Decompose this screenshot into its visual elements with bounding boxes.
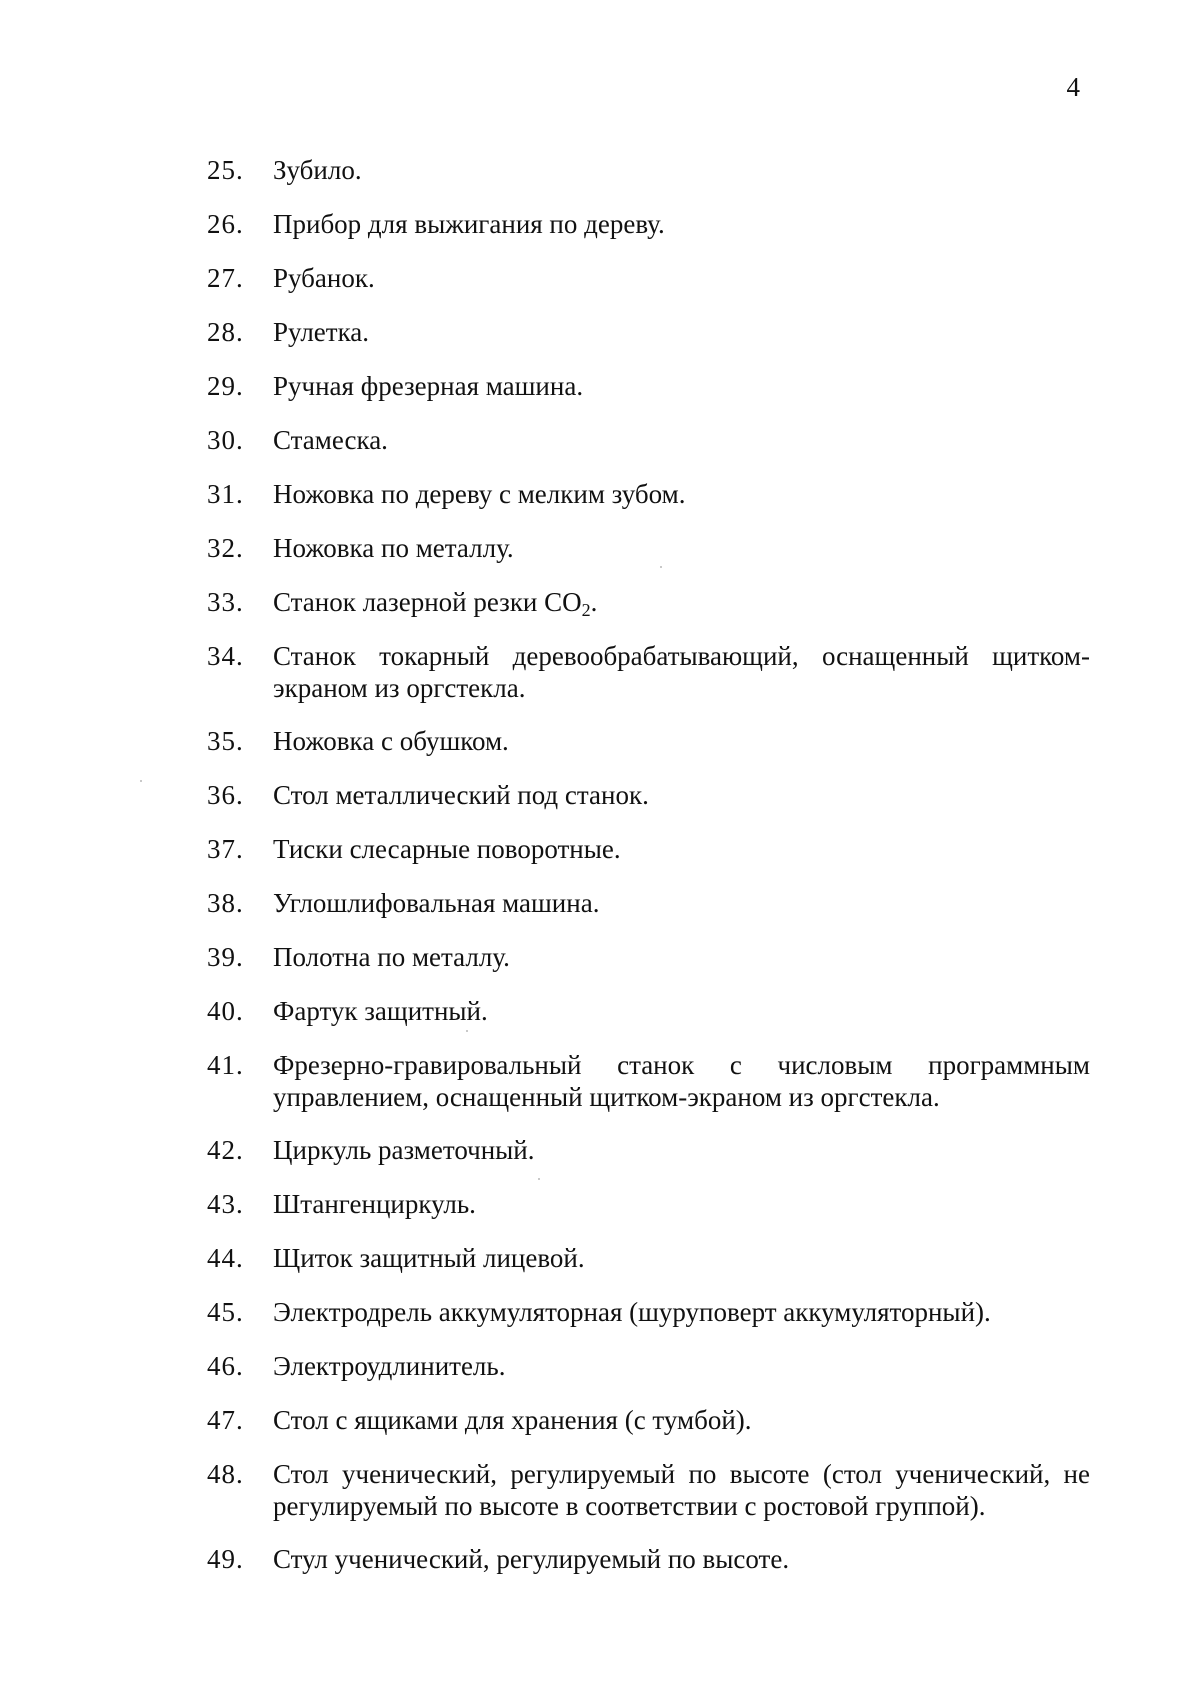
scan-speck bbox=[660, 566, 662, 568]
scan-speck bbox=[466, 1030, 468, 1032]
item-text: Стол металлический под станок. bbox=[273, 780, 649, 810]
list-item bbox=[0, 154, 1200, 187]
list-item bbox=[0, 1404, 1200, 1437]
item-text: Рубанок. bbox=[273, 263, 375, 293]
item-number: 42. bbox=[207, 1135, 244, 1165]
scan-speck bbox=[538, 1178, 540, 1180]
page-number: 4 bbox=[1066, 72, 1080, 102]
item-number: 28. bbox=[207, 317, 244, 347]
item-text: Ножовка с обушком. bbox=[273, 726, 509, 756]
item-number: 41. bbox=[207, 1050, 244, 1080]
list-item bbox=[0, 1049, 1200, 1113]
item-number: 35. bbox=[207, 726, 244, 756]
list-item bbox=[0, 316, 1200, 349]
item-text: Стамеска. bbox=[273, 425, 388, 455]
item-number: 31. bbox=[207, 479, 244, 509]
subscript-2: 2 bbox=[581, 600, 591, 620]
item-text: Станок токарный деревообрабатывающий, оснащенный щитком-экраном из оргстекла. bbox=[273, 641, 1090, 703]
item-text: Циркуль разметочный. bbox=[273, 1135, 535, 1165]
item-text: Углошлифовальная машина. bbox=[273, 888, 600, 918]
list-item bbox=[0, 1188, 1200, 1221]
item-number: 27. bbox=[207, 263, 244, 293]
item-number: 44. bbox=[207, 1243, 244, 1273]
item-text: Электродрель аккумуляторная (шуруповерт аккумуляторный). bbox=[273, 1297, 991, 1327]
scan-speck bbox=[140, 780, 142, 782]
item-number: 32. bbox=[207, 533, 244, 563]
item-text: Ножовка по металлу. bbox=[273, 533, 514, 563]
item-number: 48. bbox=[207, 1459, 244, 1489]
list-item bbox=[0, 1296, 1200, 1329]
list-item bbox=[0, 208, 1200, 241]
item-text: Ручная фрезерная машина. bbox=[273, 371, 584, 401]
list-item bbox=[0, 262, 1200, 295]
item-number: 30. bbox=[207, 425, 244, 455]
item-text: Стол ученический, регулируемый по высоте (стол ученический, не регулируемый по высоте в соответствии с ростовой группой). bbox=[273, 1459, 1090, 1521]
item-number: 25. bbox=[207, 155, 244, 185]
item-text bbox=[273, 586, 1090, 619]
item-text: Щиток защитный лицевой. bbox=[273, 1243, 585, 1273]
item-text: Стол с ящиками для хранения (с тумбой). bbox=[273, 1405, 752, 1435]
item-number: 46. bbox=[207, 1351, 244, 1381]
item-text: Электроудлинитель. bbox=[273, 1351, 506, 1381]
item-number: 49. bbox=[207, 1544, 244, 1574]
list-item bbox=[0, 1242, 1200, 1275]
list-item bbox=[0, 833, 1200, 866]
item-text-tail: . bbox=[590, 587, 598, 617]
item-text: Стул ученический, регулируемый по высоте. bbox=[273, 1544, 790, 1574]
item-number: 26. bbox=[207, 209, 244, 239]
list-item bbox=[0, 532, 1200, 565]
list-item bbox=[0, 478, 1200, 511]
item-number: 37. bbox=[207, 834, 244, 864]
item-text: Полотна по металлу. bbox=[273, 942, 510, 972]
item-number: 29. bbox=[207, 371, 244, 401]
list-item bbox=[0, 424, 1200, 457]
item-number: 33. bbox=[207, 587, 244, 617]
list-item bbox=[0, 640, 1200, 704]
item-number: 47. bbox=[207, 1405, 244, 1435]
item-text: Фрезерно-гравировальный станок с числовым программным управлением, оснащенный щитком-экраном из оргстекла. bbox=[273, 1050, 1090, 1112]
item-number: 45. bbox=[207, 1297, 244, 1327]
item-text: Рулетка. bbox=[273, 317, 370, 347]
list-item bbox=[0, 370, 1200, 403]
item-number: 36. bbox=[207, 780, 244, 810]
list-item bbox=[0, 725, 1200, 758]
item-text: Зубило. bbox=[273, 155, 362, 185]
item-number: 39. bbox=[207, 942, 244, 972]
equipment-list bbox=[0, 154, 1200, 1597]
list-item bbox=[0, 1350, 1200, 1383]
list-item bbox=[0, 586, 1200, 619]
list-item bbox=[0, 995, 1200, 1028]
item-number: 40. bbox=[207, 996, 244, 1026]
list-item bbox=[0, 1543, 1200, 1576]
item-text-main: Станок лазерной резки CO bbox=[273, 587, 582, 617]
item-text: Прибор для выжигания по дереву. bbox=[273, 209, 665, 239]
list-item bbox=[0, 779, 1200, 812]
item-text: Тиски слесарные поворотные. bbox=[273, 834, 621, 864]
list-item bbox=[0, 1134, 1200, 1167]
item-text: Фартук защитный. bbox=[273, 996, 488, 1026]
item-text: Штангенциркуль. bbox=[273, 1189, 476, 1219]
list-item bbox=[0, 941, 1200, 974]
item-number: 43. bbox=[207, 1189, 244, 1219]
item-number: 38. bbox=[207, 888, 244, 918]
list-item bbox=[0, 1458, 1200, 1522]
item-text: Ножовка по дереву с мелким зубом. bbox=[273, 479, 686, 509]
item-number: 34. bbox=[207, 641, 244, 671]
list-item bbox=[0, 887, 1200, 920]
